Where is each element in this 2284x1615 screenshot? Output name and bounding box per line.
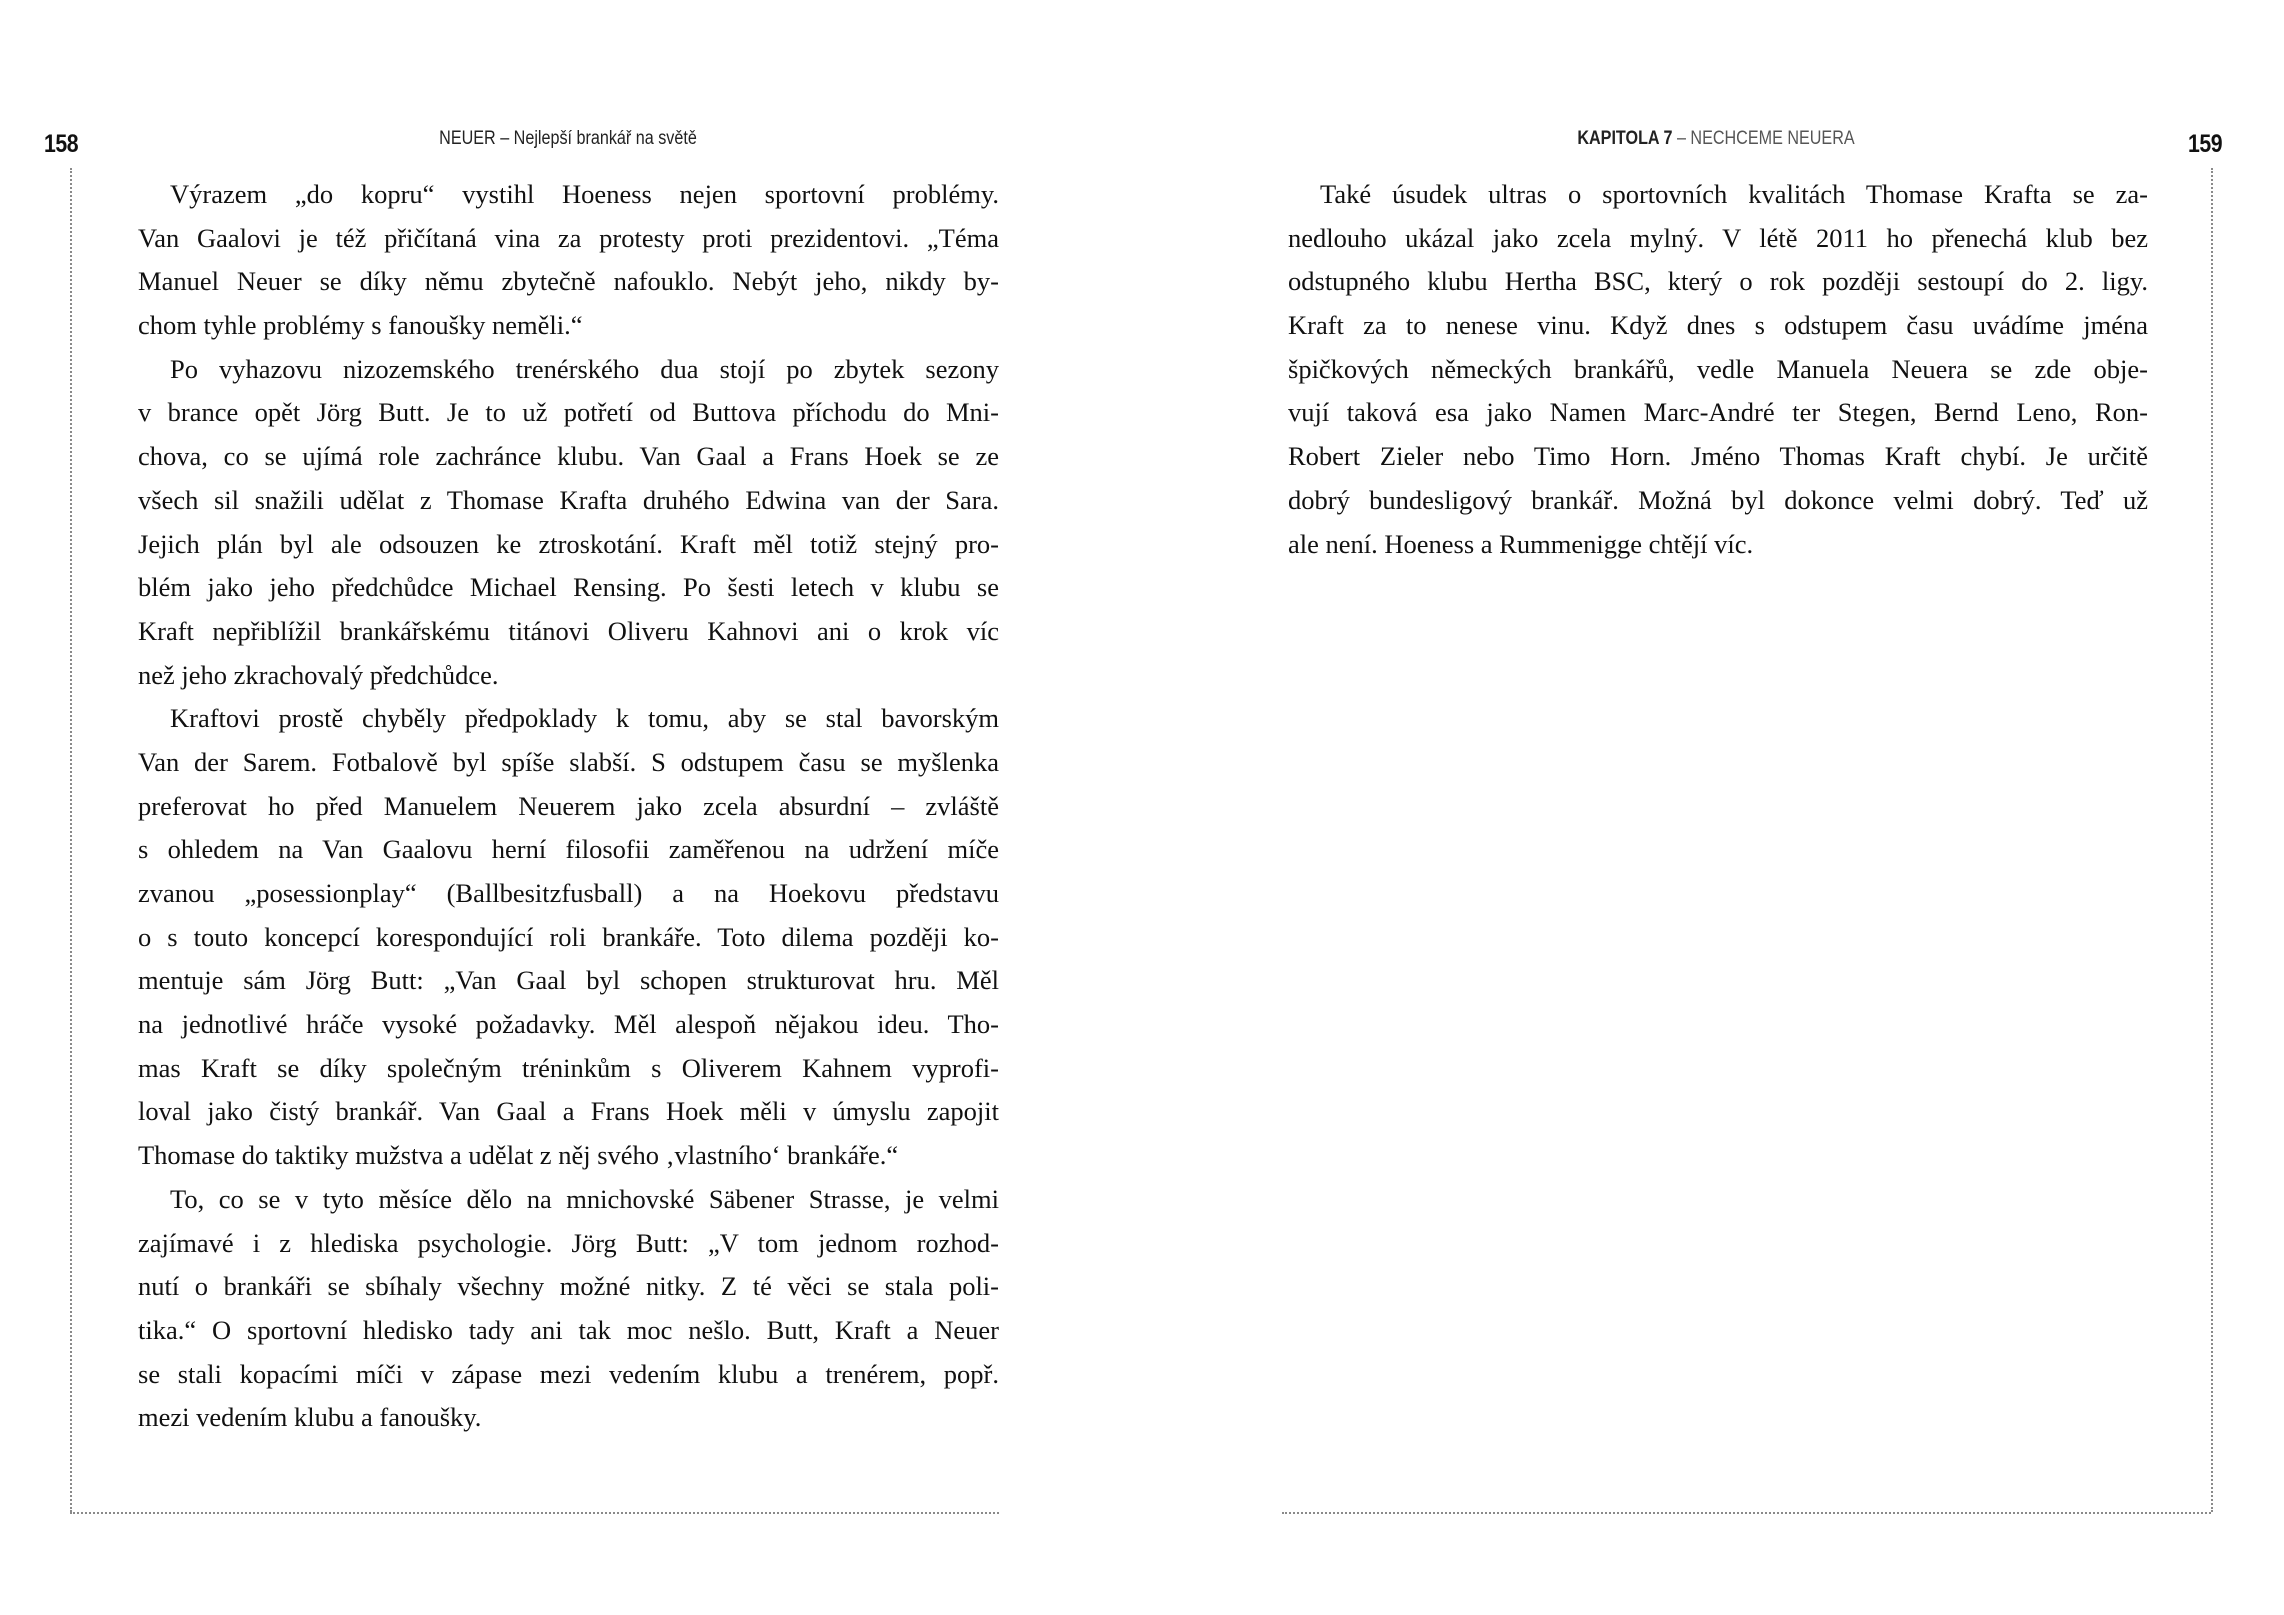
text-line: tika.“ O sportovní hledisko tady ani tak moc nešlo. Butt, Kraft a Neuer <box>138 1314 999 1345</box>
text-line: odstupného klubu Hertha BSC, který o rok později sestoupí do 2. ligy. <box>1288 266 2148 297</box>
text-line: než jeho zkrachovalý předchůdce. <box>138 659 499 690</box>
text-line: dobrý bundesligový brankář. Možná byl dokonce velmi dobrý. Teď už <box>1288 484 2148 515</box>
text-line: Manuel Neuer se díky němu zbytečně nafouklo. Nebýt jeho, nikdy by- <box>138 266 999 297</box>
text-line: zajímavé i z hlediska psychologie. Jörg Butt: „V tom jednom rozhod- <box>138 1227 999 1258</box>
text-line: Jejich plán byl ale odsouzen ke ztroskotání. Kraft měl totiž stejný pro- <box>138 528 999 559</box>
text-line: špičkových německých brankářů, vedle Manuela Neuera se zde obje- <box>1288 353 2148 384</box>
dotted-margin-line <box>70 168 72 1512</box>
text-line: Kraft nepřiblížil brankářskému titánovi Oliveru Kahnovi ani o krok víc <box>138 615 999 646</box>
text-line: Po vyhazovu nizozemského trenérského dua stojí po zbytek sezony <box>170 353 999 384</box>
text-line: preferovat ho před Manuelem Neuerem jako zcela absurdní – zvláště <box>138 790 999 821</box>
dotted-margin-line <box>2211 168 2213 1512</box>
body-text <box>1288 173 2148 566</box>
text-line: se stali kopacími míči v zápase mezi vedením klubu a trenérem, popř. <box>138 1358 999 1389</box>
chapter-title: – NECHCEME NEUERA <box>1672 128 1855 149</box>
text-line: mezi vedením klubu a fanoušky. <box>138 1402 482 1433</box>
text-line: o s touto koncepcí korespondující roli brankáře. Toto dilema později ko- <box>138 921 999 952</box>
text-line: To, co se v tyto měsíce dělo na mnichovské Säbener Strasse, je velmi <box>170 1183 999 1214</box>
text-line: Thomase do taktiky mužstva a udělat z něj svého ‚vlastního‘ brankáře.“ <box>138 1140 899 1171</box>
dotted-bottom-line <box>1282 1512 2211 1514</box>
running-head: NEUER – Nejlepší brankář na světě <box>439 128 697 149</box>
text-line: ale není. Hoeness a Rummenigge chtějí víc. <box>1288 528 1754 559</box>
text-line: Také úsudek ultras o sportovních kvalitách Thomase Krafta se za- <box>1320 179 2148 209</box>
text-line: chova, co se ujímá role zachránce klubu. Van Gaal a Frans Hoek se ze <box>138 441 999 472</box>
text-line: Výrazem „do kopru“ vystihl Hoeness nejen sportovní problémy. <box>170 179 999 209</box>
text-line: chom tyhle problémy s fanoušky neměli.“ <box>138 310 583 341</box>
body-text <box>138 173 999 1440</box>
text-line: v brance opět Jörg Butt. Je to už potřetí od Buttova příchodu do Mni- <box>138 397 999 428</box>
page-number: 158 <box>44 130 79 158</box>
text-line: na jednotlivé hráče vysoké požadavky. Měl alespoň nějakou ideu. Tho- <box>138 1009 999 1040</box>
text-line: Van der Sarem. Fotbalově byl spíše slabší. S odstupem času se myšlenka <box>138 746 999 777</box>
text-line: Kraftovi prostě chyběly předpoklady k tomu, aby se stal bavorským <box>170 703 999 734</box>
text-line: nedlouho ukázal jako zcela mylný. V létě 2011 ho přenechá klub bez <box>1288 222 2148 253</box>
dotted-bottom-line <box>70 1512 999 1514</box>
text-line: všech sil snažili udělat z Thomase Krafta druhého Edwina van der Sara. <box>138 484 999 515</box>
text-line: zvanou „posessionplay“ (Ballbesitzfusball) a na Hoekovu představu <box>138 878 999 908</box>
text-line: vují taková esa jako Namen Marc-André ter Stegen, Bernd Leno, Ron- <box>1288 397 2148 428</box>
page-number: 159 <box>2188 130 2223 158</box>
text-line: Van Gaalovi je též přičítaná vina za protesty proti prezidentovi. „Téma <box>138 222 999 253</box>
text-line: Robert Zieler nebo Timo Horn. Jméno Thomas Kraft chybí. Je určitě <box>1288 441 2148 472</box>
running-head <box>1577 128 1854 150</box>
text-line: nutí o brankáři se sbíhaly všechny možné nitky. Z té věci se stala poli- <box>138 1271 999 1302</box>
text-line: mas Kraft se díky společným tréninkům s Oliverem Kahnem vyprofi- <box>138 1052 999 1083</box>
text-line: mentuje sám Jörg Butt: „Van Gaal byl schopen strukturovat hru. Měl <box>138 965 999 996</box>
text-line: Kraft za to nenese vinu. Když dnes s odstupem času uvádíme jména <box>1288 310 2148 341</box>
chapter-label: KAPITOLA 7 <box>1577 128 1673 149</box>
text-line: s ohledem na Van Gaalovu herní filosofii zaměřenou na udržení míče <box>138 834 999 865</box>
text-line: blém jako jeho předchůdce Michael Rensing. Po šesti letech v klubu se <box>138 572 999 603</box>
text-line: loval jako čistý brankář. Van Gaal a Frans Hoek měli v úmyslu zapojit <box>138 1096 999 1127</box>
